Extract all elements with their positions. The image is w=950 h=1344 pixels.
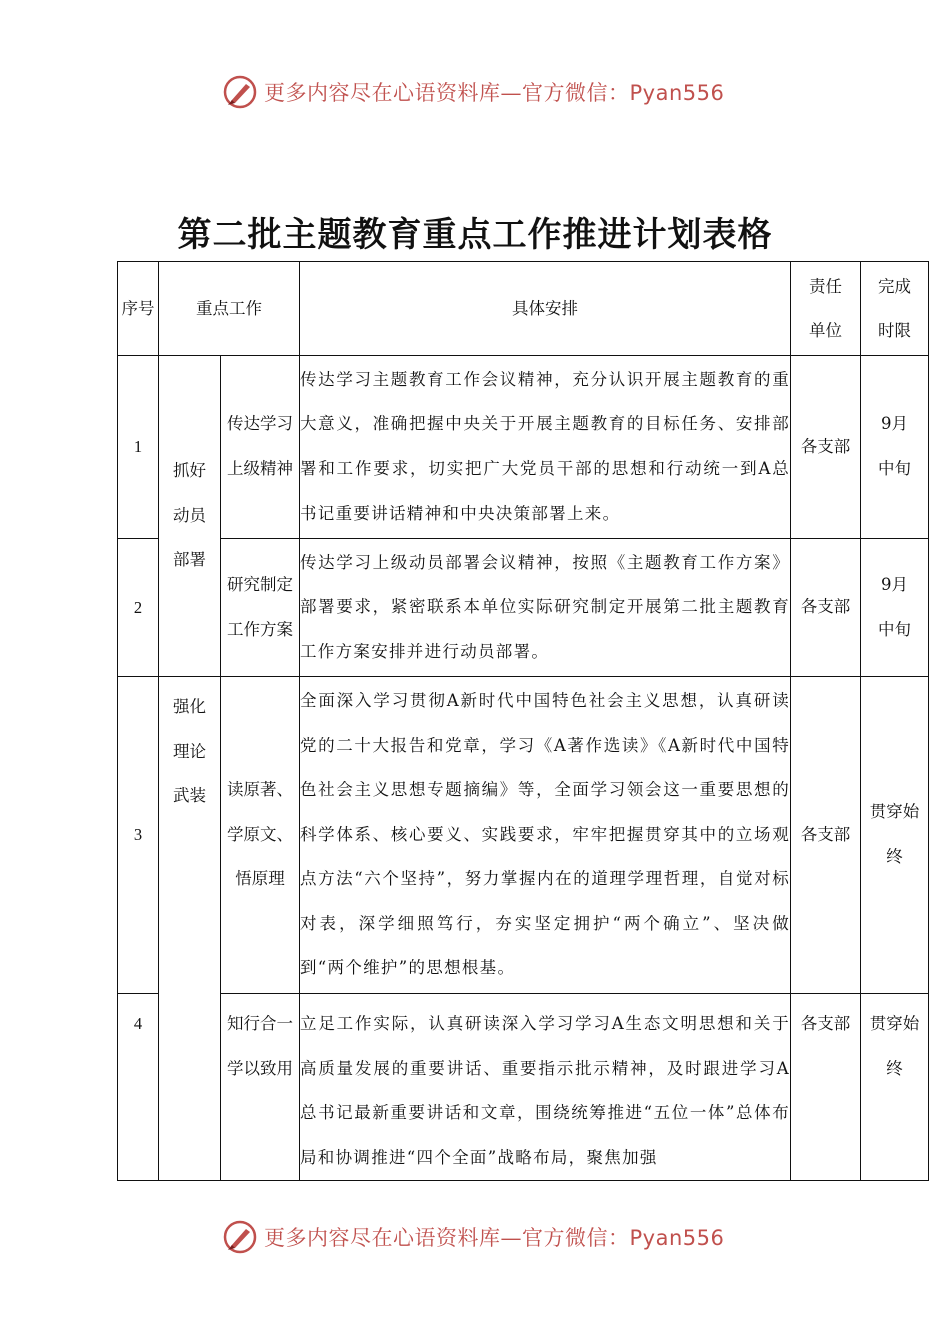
banner-text xyxy=(264,1222,724,1252)
plan-table xyxy=(117,261,929,1181)
row-unit: 各支部 xyxy=(791,356,861,539)
row-arrangement-text: 立足工作实际，认真研读深入学习学习A生态文明思想和关于高质量发展的重要讲话、重要指示批示精神，及时跟进学习A总书记最新重要讲话和文章，围绕统筹推进“五位一体”总体布局和协调推进“四个全面”战略布局，聚焦加强 xyxy=(300,1014,790,1167)
row-arrangement: 传达学习主题教育工作会议精神，充分认识开展主题教育的重大意义，准确把握中央关于开展主题教育的目标任务、安排部署和工作要求，切实把广大党员干部的思想和行动统一到A总书记重要讲话精神和中央决策部署上来。 xyxy=(300,356,791,539)
row-arrangement: 全面深入学习贯彻A新时代中国特色社会主义思想，认真研读党的二十大报告和党章，学习《A著作选读》《A新时代中国特色社会主义思想专题摘编》等，全面学习领会这一重要思想的科学体系、核心要义、实践要求，牢牢把握贯穿其中的立场观点方法“六个坚持”，努力掌握内在的道理学理哲理，自觉对标对表，深学细照笃行，夯实坚定拥护“两个确立”、坚决做到“两个维护”的思想根基。 xyxy=(300,677,791,994)
banner-wechat-id: Pyan556 xyxy=(629,81,725,105)
table-header-row xyxy=(118,262,929,356)
row-work: 传达学习上级精神 xyxy=(221,356,300,539)
row-seq-text: 4 xyxy=(133,1014,143,1033)
banner-text xyxy=(264,77,724,107)
row-seq: 2 xyxy=(118,539,159,677)
header-key-work: 重点工作 xyxy=(159,262,300,356)
header-arrangement: 具体安排 xyxy=(300,262,791,356)
document-title: 第二批主题教育重点工作推进计划表格 xyxy=(177,215,773,255)
group-label-mobilize xyxy=(159,356,221,677)
row-seq xyxy=(118,994,159,1181)
group-label-mobilize-text: 抓好动员部署 xyxy=(173,461,206,570)
row-arrangement: 传达学习上级动员部署会议精神，按照《主题教育工作方案》部署要求，紧密联系本单位实际研究制定开展第二批主题教育工作方案安排并进行动员部署。 xyxy=(300,539,791,677)
row-deadline-text: 贯穿始终 xyxy=(869,802,920,866)
row-deadline xyxy=(861,994,929,1181)
header-unit xyxy=(791,262,861,356)
banner-wechat-id: Pyan556 xyxy=(629,1226,725,1250)
table-row xyxy=(118,994,929,1181)
row-seq: 3 xyxy=(118,677,159,994)
row-unit: 各支部 xyxy=(791,539,861,677)
row-unit: 各支部 xyxy=(791,677,861,994)
row-deadline xyxy=(861,677,929,994)
pen-logo-icon xyxy=(222,1219,258,1255)
header-deadline xyxy=(861,262,929,356)
table-row xyxy=(118,677,929,994)
header-deadline-text: 完成时限 xyxy=(878,276,911,340)
row-deadline xyxy=(861,356,929,539)
row-work xyxy=(221,994,300,1181)
table-row xyxy=(118,356,929,539)
row-deadline-text: 贯穿始终 xyxy=(869,1014,920,1078)
group-label-theory xyxy=(159,677,221,1181)
table-row xyxy=(118,539,929,677)
row-deadline-text: 9月中旬 xyxy=(878,574,911,639)
banner-slogan: 更多内容尽在心语资料库—官方微信： xyxy=(264,81,630,105)
row-arrangement xyxy=(300,994,791,1181)
row-work-text: 知行合一学以致用 xyxy=(227,1014,293,1078)
row-deadline xyxy=(861,539,929,677)
row-seq: 1 xyxy=(118,356,159,539)
watermark-banner-top xyxy=(222,72,742,112)
group-label-theory-text: 强化理论武装 xyxy=(173,697,206,806)
banner-slogan: 更多内容尽在心语资料库—官方微信： xyxy=(264,1226,630,1250)
header-unit-text: 责任单位 xyxy=(809,276,842,340)
row-unit xyxy=(791,994,861,1181)
row-work: 读原著、学原文、悟原理 xyxy=(221,677,300,994)
row-deadline-text: 9月中旬 xyxy=(878,414,911,478)
row-work: 研究制定工作方案 xyxy=(221,539,300,677)
watermark-banner-bottom xyxy=(222,1217,742,1257)
row-unit-text: 各支部 xyxy=(800,1014,851,1033)
header-seq: 序号 xyxy=(118,262,159,356)
pen-logo-icon xyxy=(222,74,258,110)
